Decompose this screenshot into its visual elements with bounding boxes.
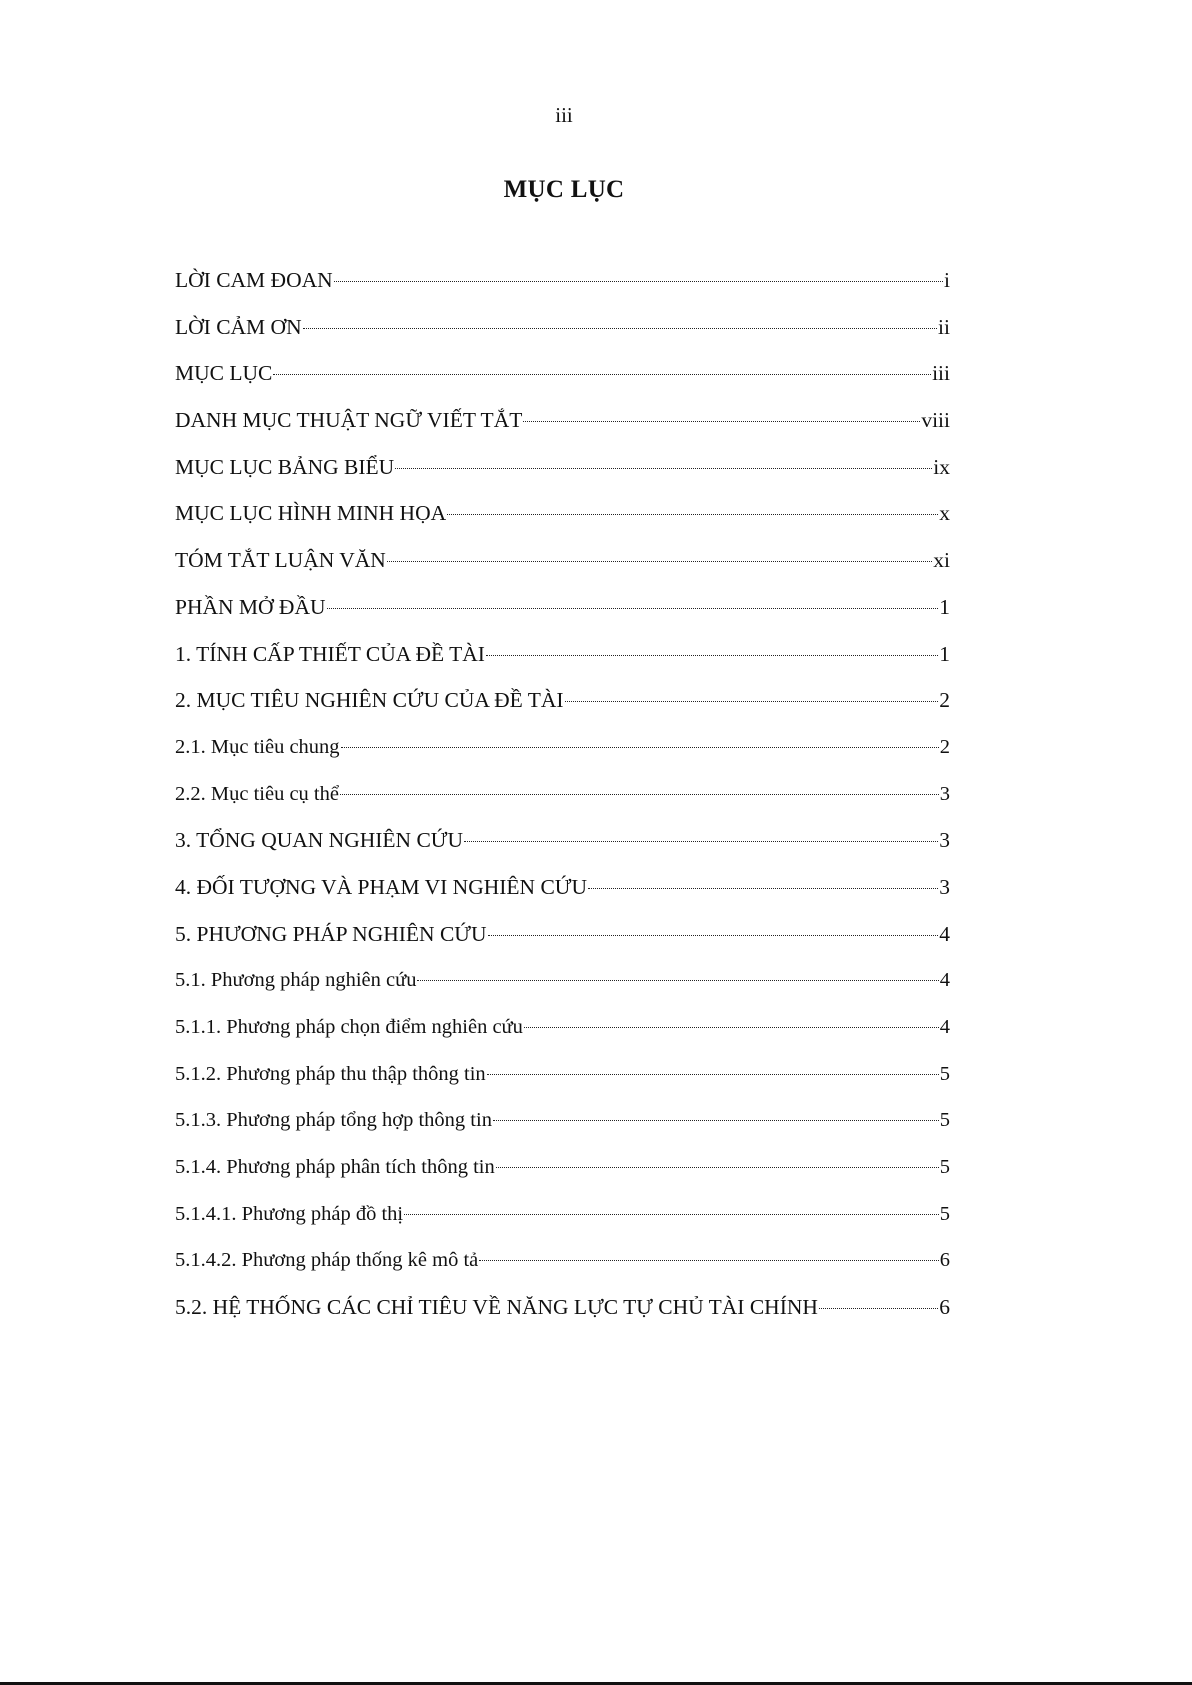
toc-entry-label: 2. MỤC TIÊU NGHIÊN CỨU CỦA ĐỀ TÀI [175, 688, 564, 713]
toc-entry-page: 2 [939, 688, 950, 713]
toc-entry-page: 1 [939, 641, 950, 666]
dot-leader [417, 980, 938, 981]
page-number: iii [555, 103, 573, 127]
toc-entry [175, 1200, 950, 1247]
toc-entry [175, 826, 950, 873]
toc-entry-label: 5.1.4.1. Phương pháp đồ thị [175, 1202, 404, 1225]
dot-leader [487, 1074, 939, 1075]
toc-entry-page: x [939, 501, 950, 526]
dot-leader [303, 328, 937, 329]
toc-entry-label: 3. TỔNG QUAN NGHIÊN CỨU [175, 828, 464, 853]
toc-entry-page: ii [938, 314, 950, 339]
dot-leader [819, 1308, 938, 1309]
toc-entry-page: 5 [939, 1109, 950, 1132]
toc-entry [175, 406, 950, 453]
dot-leader [524, 1027, 939, 1028]
toc-entry-page: 3 [939, 874, 950, 899]
toc-entry [175, 640, 950, 687]
toc-entry-page: 5 [939, 1202, 950, 1225]
toc-entry [175, 920, 950, 967]
toc-entry [175, 686, 950, 733]
toc-entry-page: i [944, 268, 950, 292]
dot-leader [395, 468, 932, 469]
dot-leader [488, 935, 939, 936]
toc-entry-label: MỤC LỤC [175, 361, 273, 386]
toc-entry [175, 453, 950, 500]
toc-entry-page: 5 [939, 1062, 950, 1085]
toc-entry-label: 1. TÍNH CẤP THIẾT CỦA ĐỀ TÀI [175, 641, 485, 666]
toc-entry-page: 4 [939, 969, 950, 992]
toc-entry-label: 5.1.2. Phương pháp thu thập thông tin [175, 1062, 486, 1085]
dot-leader [565, 701, 939, 702]
toc-entry [175, 499, 950, 546]
toc-list [175, 266, 950, 1340]
dot-leader [479, 1260, 939, 1261]
toc-entry-page: 5 [939, 1156, 950, 1179]
dot-leader [486, 655, 938, 656]
toc-entry-label: 5.1.4.2. Phương pháp thống kê mô tả [175, 1249, 479, 1272]
toc-entry [175, 873, 950, 920]
dot-leader [341, 747, 939, 748]
dot-leader [464, 841, 938, 842]
toc-entry-label: 5.1.4. Phương pháp phân tích thông tin [175, 1156, 495, 1179]
toc-entry-page: 1 [939, 594, 950, 619]
toc-entry-label: MỤC LỤC BẢNG BIỂU [175, 454, 395, 479]
dot-leader [447, 514, 938, 515]
dot-leader [273, 374, 931, 375]
toc-entry [175, 1246, 950, 1293]
toc-entry-page: 6 [939, 1249, 950, 1272]
toc-entry [175, 266, 950, 313]
toc-entry [175, 1153, 950, 1200]
toc-entry-page: 2 [939, 735, 950, 758]
dot-leader [588, 888, 938, 889]
toc-entry-page: 4 [939, 921, 950, 946]
toc-entry [175, 1013, 950, 1060]
dot-leader [340, 794, 939, 795]
toc-entry-label: 5.1.3. Phương pháp tổng hợp thông tin [175, 1109, 492, 1132]
toc-entry [175, 1106, 950, 1153]
toc-entry [175, 359, 950, 406]
toc-entry-page: 6 [939, 1295, 950, 1320]
toc-entry-page: 4 [939, 1016, 950, 1038]
toc-entry-label: 4. ĐỐI TƯỢNG VÀ PHẠM VI NGHIÊN CỨU [175, 874, 588, 899]
toc-entry [175, 780, 950, 827]
toc-entry-label: 2.1. Mục tiêu chung [175, 735, 340, 758]
toc-entry-page: ix [933, 454, 950, 479]
toc-entry-label: DANH MỤC THUẬT NGỮ VIẾT TẮT [175, 408, 523, 433]
toc-title: MỤC LỤC [503, 176, 625, 203]
dot-leader [334, 281, 943, 282]
dot-leader [387, 561, 932, 562]
dot-leader [523, 421, 920, 422]
toc-entry [175, 313, 950, 360]
toc-entry-label: PHẦN MỞ ĐẦU [175, 594, 326, 619]
toc-entry [175, 1293, 950, 1340]
toc-entry-label: TÓM TẮT LUẬN VĂN [175, 548, 386, 573]
toc-entry [175, 1060, 950, 1107]
toc-entry-page: 3 [939, 782, 950, 805]
toc-entry-label: 5.1. Phương pháp nghiên cứu [175, 969, 417, 992]
toc-entry-label: LỜI CAM ĐOAN [175, 268, 333, 292]
toc-entry-label: 5.1.1. Phương pháp chọn điểm nghiên cứu [175, 1016, 523, 1038]
dot-leader [496, 1167, 939, 1168]
toc-entry [175, 593, 950, 640]
toc-entry-label: 2.2. Mục tiêu cụ thể [175, 782, 339, 805]
toc-entry [175, 966, 950, 1013]
toc-entry-label: 5. PHƯƠNG PHÁP NGHIÊN CỨU [175, 921, 487, 946]
toc-entry-page: iii [932, 361, 950, 386]
toc-entry-page: xi [933, 548, 950, 573]
dot-leader [493, 1120, 939, 1121]
toc-entry-page: viii [921, 408, 950, 433]
toc-entry [175, 733, 950, 780]
toc-entry-label: LỜI CẢM ƠN [175, 314, 302, 339]
toc-entry-label: MỤC LỤC HÌNH MINH HỌA [175, 501, 447, 526]
toc-entry [175, 546, 950, 593]
toc-entry-label: 5.2. HỆ THỐNG CÁC CHỈ TIÊU VỀ NĂNG LỰC TỰ CHỦ TÀI CHÍNH [175, 1295, 818, 1320]
dot-leader [404, 1214, 939, 1215]
toc-entry-page: 3 [939, 828, 950, 853]
dot-leader [327, 608, 939, 609]
